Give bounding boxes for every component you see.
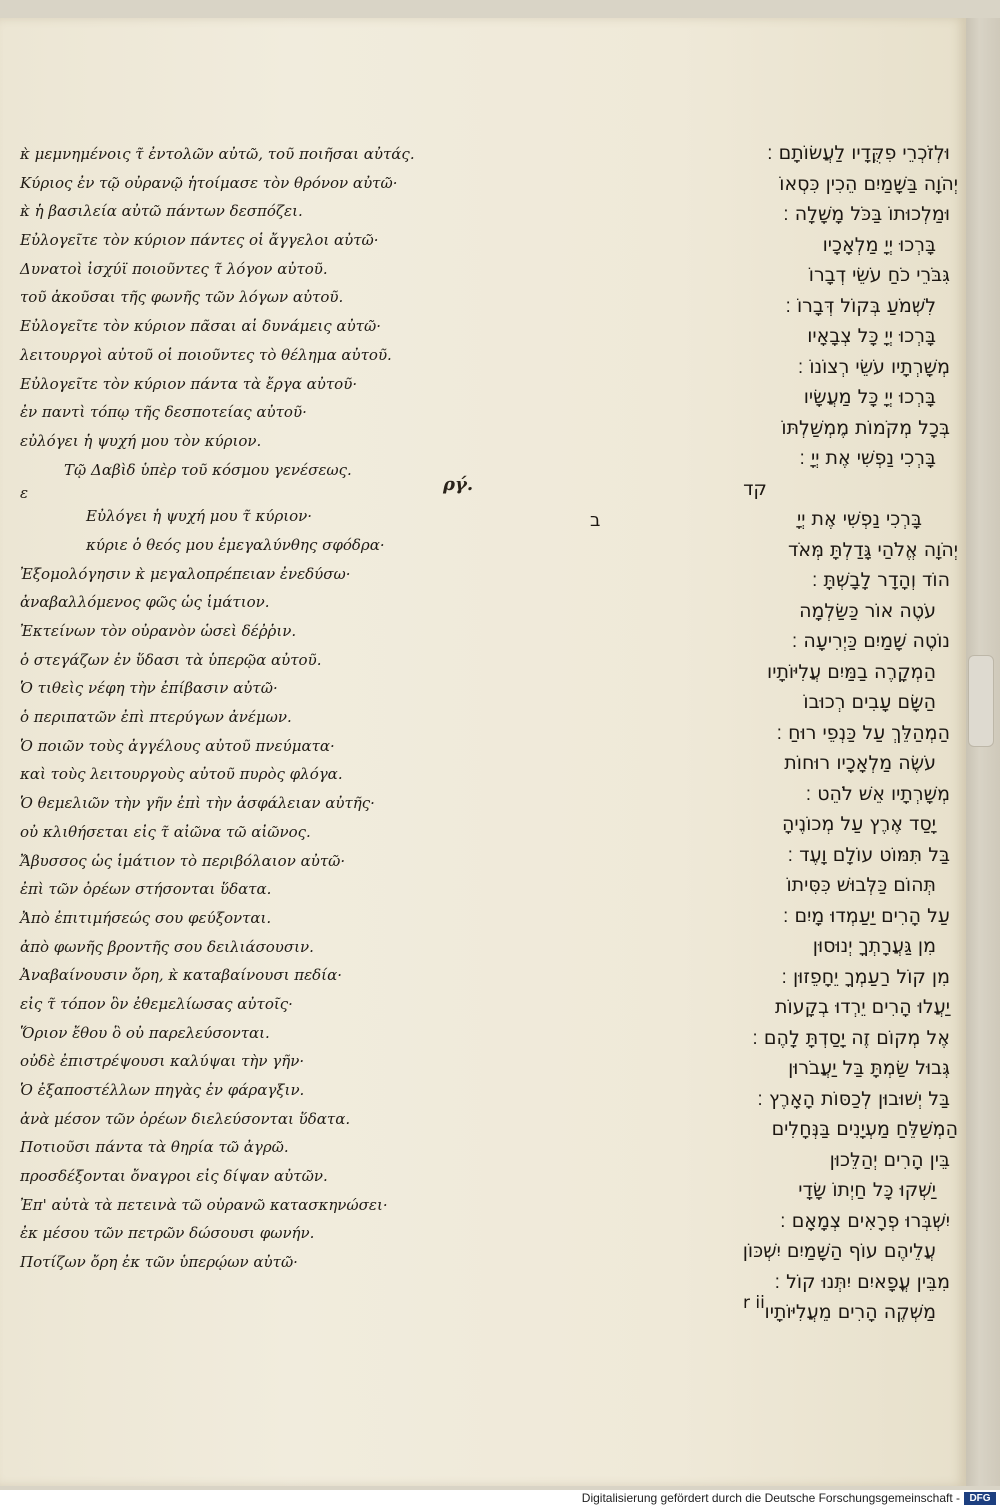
hebrew-line: יַעֲלוּ הָרִים יֵרְדוּ בְקָעוֹת (775, 996, 950, 1018)
hebrew-line: תְּהוֹם כַּלְּבוּשׁ כִּסִּיתוֹ (786, 874, 936, 896)
hebrew-column (590, 138, 958, 1328)
hebrew-line: עֲלֵיהֶם עוֹף הַשָּׁמַיִם יִשְׁכּוֹן (742, 1240, 936, 1262)
greek-line: Ἀπὸ ἐπιτιμήσεώς σου φεύξονται. (20, 908, 272, 927)
greek-line: ἐν παντὶ τόπῳ τῆς δεσποτείας αὐτοῦ· (20, 403, 307, 422)
hebrew-line: מַשְׁקֶה הָרִים מֵעֲלִיּוֹתָיו (764, 1301, 936, 1323)
greek-line: καὶ τοὺς λειτουργοὺς αὐτοῦ πυρὸς φλόγα. (20, 765, 343, 784)
greek-line: ἀναβαλλόμενος φῶς ὡς ἱμάτιον. (20, 593, 270, 612)
greek-line: κ̀ μεμνημένοις τ̃ ἐντολῶν αὐτῶ, τοῦ ποιῆσαι αὐτάς. (20, 145, 415, 163)
greek-line: Ὁ ἐξαποστέλλων πηγὰς ἐν φάραγξιν. (20, 1081, 305, 1099)
hebrew-line: עֹשֶׂה מַלְאָכָיו רוּחוֹת (784, 752, 936, 774)
psalm-number: ργ́. (443, 474, 474, 495)
greek-line: ἐπὶ τῶν ὀρέων στήσονται ὕδατα. (20, 880, 272, 899)
greek-line: Ἄβυσσος ὡς ἱμάτιον τὸ περιβόλαιον αὐτῶ· (20, 851, 346, 870)
greek-line: ὁ περιπατῶν ἐπὶ πτερύγων ἀνέμων. (20, 708, 292, 727)
hebrew-line: בַּל יְשׁוּבוּן לְכַסּוֹת הָאָרֶץ ׃ (757, 1087, 950, 1110)
hebrew-line: וּמַלְכוּתוֹ בַּכֹּל מָשָׁלָה ׃ (783, 203, 950, 225)
greek-line: ἀπὸ φωνῆς βροντῆς σου δειλιάσουσιν. (20, 937, 314, 956)
hebrew-line: בָּרְכוּ יְיָ מַלְאָכָיו (822, 233, 936, 256)
greek-line: Κύριος ἐν τῷ οὐρανῷ ἡτοίμασε τὸν θρόνον αὐτῶ· (20, 173, 398, 192)
greek-line: τοῦ ἀκοῦσαι τῆς φωνῆς τῶν λόγων αὐτοῦ. (20, 288, 344, 307)
greek-column (20, 140, 460, 1277)
hebrew-line: מִן גַּעֲרָתְךָ יְנוּסוּן (812, 935, 936, 957)
greek-line: Ἐξομολόγησιν κ̀ μεγαλοπρέπειαν ἐνεδύσω· (20, 564, 351, 583)
page-edge (966, 18, 1000, 1486)
greek-line: Εὐλογεῖτε τὸν κύριον πάντες οἱ ἄγγελοι αὐτῶ· (20, 231, 379, 250)
greek-line: Εὐλόγει ἡ ψυχή μου τ̃ κύριον· (86, 507, 313, 526)
funding-note: Digitalisierung gefördert durch die Deutsche Forschungsgemeinschaft - (581, 1491, 960, 1505)
hebrew-letter-marker: ב (590, 510, 601, 531)
greek-line: Τῷ Δαβὶδ ὑπὲρ τοῦ κόσμου γενέσεως. (64, 460, 352, 479)
greek-line: ὁ στεγάζων ἐν ὕδασι τὰ ὑπερῷα αὐτοῦ. (20, 650, 322, 669)
hebrew-line: הַמְהַלֵּךְ עַל כַּנְפֵי רוּחַ ׃ (776, 721, 950, 744)
hebrew-line: בְּכָל מְקֹמוֹת מֶמְשַׁלְתּוֹ (781, 416, 950, 439)
hebrew-line: אֶל מְקוֹם זֶה יָסַדְתָּ לָהֶם ׃ (752, 1026, 950, 1049)
greek-line: εὐλόγει ἡ ψυχή μου τὸν κύριον. (20, 431, 262, 450)
hebrew-line: עֹטֶה אוֹר כַּשַּׂלְמָה (799, 599, 936, 622)
hebrew-line: מִן קוֹל רַעַמְךָ יֵחָפֵזוּן ׃ (781, 965, 950, 988)
hebrew-line: בָּרְכִי נַפְשִׁי אֶת יְיָ (797, 508, 922, 530)
greek-line: οὐ κλιθήσεται εἰς τ̃ αἰῶνα τῶ αἰῶνος. (20, 822, 311, 841)
greek-line: ἐκ μέσου τῶν πετρῶν δώσουσι φωνήν. (20, 1224, 315, 1243)
hebrew-line: יְהֹוָה אֱלֹהַי גָּדַלְתָּ מְּאֹד (788, 538, 958, 561)
hebrew-line: בָּרְכוּ יְיָ כָּל צְבָאָיו (807, 325, 936, 347)
hebrew-line: גִּבֹּרֵי כֹחַ עֹשֵׂי דְבָרוֹ (808, 264, 950, 286)
hebrew-line: לִשְׁמֹעַ בְּקוֹל דְּבָרוֹ ׃ (785, 294, 936, 317)
greek-line: Ὁ ποιῶν τοὺς ἀγγέλους αὐτοῦ πνεύματα· (20, 736, 335, 755)
greek-line: Ἐκτείνων τὸν οὐρανὸν ὡσεὶ δέῤῥιν. (20, 622, 297, 640)
hebrew-line: הוֹד וְהָדָר לָבָשְׁתָּ ׃ (811, 569, 950, 591)
hebrew-line: הַשָּׂם עָבִים רְכוּבוֹ (803, 691, 936, 713)
greek-line: Εὐλογεῖτε τὸν κύριον πάντα τὰ ἔργα αὐτοῦ· (20, 374, 358, 393)
greek-line: κύριε ὁ θεός μου ἐμεγαλύνθης σφόδρα· (86, 535, 385, 554)
hebrew-line: הַמְקָרֶה בַמַּיִם עֲלִיּוֹתָיו (767, 660, 936, 683)
greek-line: Ποτιοῦσι πάντα τὰ θηρία τῶ ἀγρῶ. (20, 1138, 289, 1157)
hebrew-line: קד (743, 477, 767, 500)
hebrew-line: בֵּין הָרִים יְהַלֵּכוּן (829, 1148, 950, 1171)
hebrew-line: וּלְזֹכְרֵי פִקֻּדָיו לַעֲשׂוֹתָם ׃ (766, 142, 950, 164)
hebrew-line: בָּרְכִי נַפְשִׁי אֶת יְיָ ׃ (799, 447, 936, 469)
greek-line: λειτουργοὶ αὐτοῦ οἱ ποιοῦντες τὸ θέλημα αὐτοῦ. (20, 345, 392, 364)
greek-line: Ἀναβαίνουσιν ὄρη, κ̀ καταβαίνουσι πεδία· (20, 966, 342, 985)
hebrew-line: גְּבוּל שַׂמְתָּ בַּל יַעֲבֹרוּן (788, 1057, 950, 1079)
greek-line: οὐδὲ ἐπιστρέψουσι καλύψαι τὴν γῆν· (20, 1052, 305, 1071)
dfg-logo: DFG (964, 1492, 996, 1505)
greek-line: Ὁ τιθεὶς νέφη τὴν ἐπίβασιν αὐτῶ· (20, 679, 278, 698)
greek-line: Ὁ θεμελιῶν τὴν γῆν ἐπὶ τὴν ἀσφάλειαν αὐτῆς· (20, 794, 375, 813)
hebrew-line: יְהֹוָה בַּשָּׁמַיִם הֵכִין כִּסְאוֹ (779, 172, 958, 195)
hebrew-line: יָסַד אֶרֶץ עַל מְכוֹנֶיהָ (781, 813, 936, 835)
greek-line: προσδέξονται ὄναγροι εἰς δίψαν αὐτῶν. (20, 1167, 328, 1186)
hebrew-line: הַמְשַׁלֵּחַ מַעְיָנִים בַּנְּחָלִים (771, 1118, 958, 1140)
greek-line: Εὐλογεῖτε τὸν κύριον πᾶσαι αἱ δυνάμεις αὐτῶ· (20, 317, 381, 336)
greek-verse-marker: ε (20, 484, 29, 503)
hebrew-line: מְשָׁרְתָיו אֵשׁ לֹהֵט ׃ (805, 782, 950, 805)
greek-line: κ̀ ἡ βασιλεία αὐτῶ πάντων δεσπόζει. (20, 202, 303, 221)
greek-line: Ποτίζων ὄρη ἐκ τῶν ὑπερῴων αὐτῶ· (20, 1253, 298, 1272)
hebrew-line: יַשְׁקוּ כָּל חַיְתוֹ שָׂדָי (798, 1179, 936, 1201)
greek-line: ἀνὰ μέσον τῶν ὀρέων διελεύσονται ὕδατα. (20, 1109, 351, 1128)
paper-tab (968, 655, 994, 747)
hebrew-line: בַּל תִּמּוֹט עוֹלָם וָעֶד ׃ (787, 843, 950, 866)
greek-line: Δυνατοὶ ἰσχύϊ ποιοῦντες τ̃ λόγον αὐτοῦ. (20, 259, 328, 278)
footer-bar (0, 1490, 1000, 1507)
hebrew-line: מְשָׁרְתָיו עֹשֵׂי רְצוֹנוֹ ׃ (797, 355, 950, 378)
hebrew-line: בָּרְכוּ יְיָ כָּל מַעֲשָׂיו (803, 386, 936, 408)
hebrew-line: יִשְׁבְּרוּ פְרָאִים צְמָאָם ׃ (780, 1209, 950, 1232)
hebrew-line: עַל הָרִים יַעַמְדוּ מָיִם ׃ (782, 904, 950, 927)
printer-signature: r ii (743, 1293, 765, 1313)
greek-line: Ὅριον ἔθου ὃ οὐ παρελεύσονται. (20, 1023, 270, 1042)
hebrew-line: נוֹטֶה שָׁמַיִם כַּיְרִיעָה ׃ (791, 630, 950, 652)
greek-line: Ἐπ' αὐτὰ τὰ πετεινὰ τῶ οὐρανῶ κατασκηνώσει· (20, 1195, 388, 1214)
hebrew-line: מִבֵּין עֳפָאיִם יִתְּנוּ קוֹל ׃ (774, 1270, 950, 1293)
greek-line: εἰς τ̃ τόπον ὃν ἐθεμελίωσας αὐτοῖς· (20, 994, 293, 1013)
